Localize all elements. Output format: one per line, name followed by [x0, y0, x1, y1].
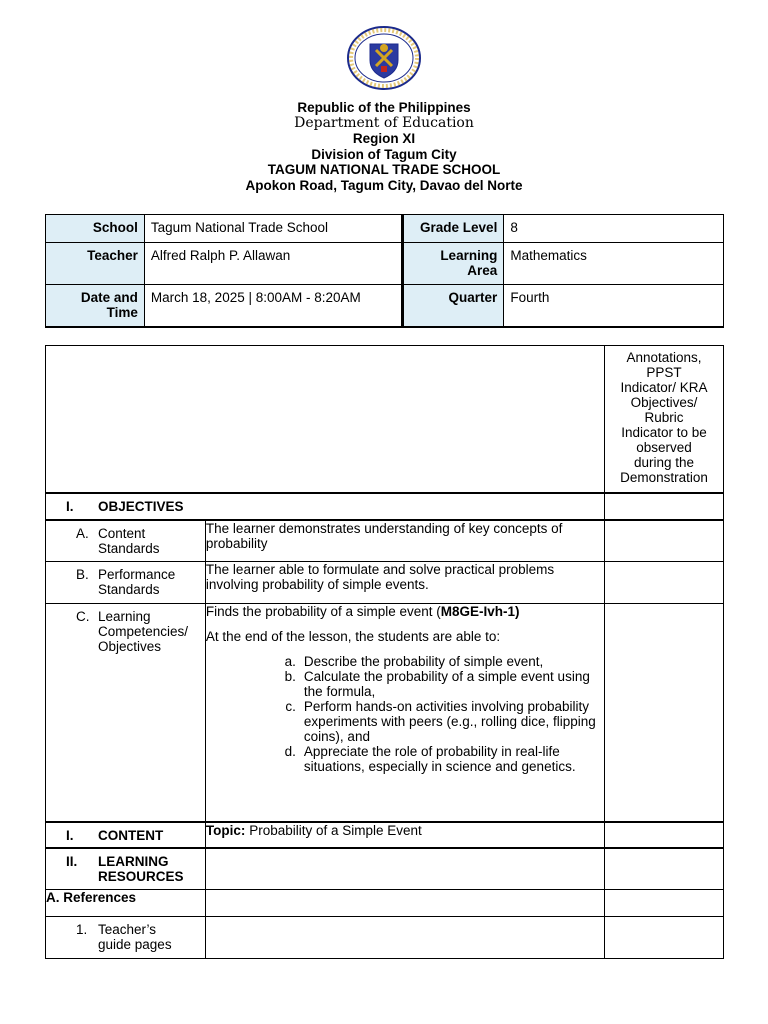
annotations-line: observed	[636, 440, 692, 455]
teachers-guide-label-line1: Teacher’s	[98, 922, 157, 937]
performance-standards-label-line1: Performance	[98, 567, 176, 582]
objective-item	[273, 744, 604, 774]
info-row-school	[46, 215, 724, 243]
header-school-name: TAGUM NATIONAL TRADE SCHOOL	[267, 162, 501, 177]
header-department: Department of Education	[294, 114, 474, 131]
annotations-line: PPST	[646, 365, 682, 380]
header-region: Region XI	[352, 131, 416, 146]
annotations-line: Objectives/	[630, 395, 698, 410]
objectives-row	[46, 493, 724, 520]
content-standards-label-line2: Standards	[98, 540, 160, 556]
teachers-guide-row	[46, 917, 724, 959]
objective-text: Calculate the probability of a simple event using the formula,	[303, 669, 590, 699]
performance-standards-label-line2: Standards	[98, 582, 160, 597]
annotation-header-row	[46, 346, 724, 493]
quarter-label: Quarter	[403, 285, 504, 327]
content-annotation	[605, 822, 724, 848]
content-standards-label	[46, 520, 206, 562]
annotations-line: during the	[634, 455, 695, 470]
learning-area-label-line1: Learning	[440, 248, 498, 263]
competencies-label	[46, 604, 206, 822]
objective-marker: d.	[284, 744, 296, 759]
info-row-teacher	[46, 243, 724, 285]
topic-value: Probability of a Simple Event	[249, 822, 422, 838]
teachers-guide-label	[46, 917, 206, 959]
objective-text: Perform hands-on activities involving probability experiments with peers (e.g., rolling dice, flipping coins), and	[303, 699, 596, 744]
objectives-list	[206, 654, 604, 774]
references-annotation	[605, 890, 724, 917]
lesson-plan-table	[45, 345, 724, 959]
content-standards-text: The learner demonstrates understanding of key concepts of probability	[205, 520, 604, 562]
competencies-letter: C.	[76, 609, 90, 624]
performance-standards-row	[46, 562, 724, 604]
learning-area-label	[403, 243, 504, 285]
learning-area-value: Mathematics	[504, 243, 724, 285]
resources-label-line1: LEARNING	[98, 853, 169, 869]
references-content	[205, 890, 604, 917]
content-heading	[46, 822, 206, 848]
annotations-line: Annotations,	[626, 350, 702, 365]
date-time-value: March 18, 2025 | 8:00AM - 8:20AM	[144, 285, 403, 327]
content-standards-letter: A.	[76, 525, 89, 541]
objectives-annotation	[605, 493, 724, 520]
objective-marker: a.	[284, 654, 296, 669]
resources-number: II.	[66, 853, 78, 869]
teachers-guide-label-line2: guide pages	[98, 937, 172, 952]
teachers-guide-annotation	[605, 917, 724, 959]
learning-resources-content	[205, 848, 604, 890]
competency-code: M8GE-Ivh-1)	[440, 604, 520, 619]
competencies-row	[46, 604, 724, 822]
deped-seal-logo	[346, 26, 422, 90]
objective-marker: c.	[285, 699, 296, 714]
school-label: School	[46, 215, 145, 243]
grade-level-label: Grade Level	[403, 215, 504, 243]
competency-text: Finds the probability of a simple event (	[205, 604, 441, 619]
annotations-line: Indicator/ KRA	[620, 380, 708, 395]
performance-standards-letter: B.	[76, 567, 89, 582]
header-republic: Republic of the Philippines	[297, 100, 471, 115]
objectives-intro: At the end of the lesson, the students are able to:	[205, 629, 501, 644]
performance-standards-text: The learner able to formulate and solve practical problems involving probability of simple events.	[205, 562, 604, 604]
competencies-label-line2: Competencies/	[98, 624, 189, 639]
performance-standards-label	[46, 562, 206, 604]
quarter-value: Fourth	[504, 285, 724, 327]
annotations-line: Indicator to be	[621, 425, 707, 440]
competencies-content	[205, 604, 604, 822]
teacher-label: Teacher	[46, 243, 145, 285]
objective-item	[273, 654, 604, 669]
performance-standards-annotation	[605, 562, 724, 604]
annotations-header	[605, 346, 724, 493]
lesson-info-table	[45, 214, 724, 328]
date-label-line1: Date and	[80, 290, 138, 305]
teachers-guide-content	[205, 917, 604, 959]
competencies-annotation	[605, 604, 724, 822]
content-row	[46, 822, 724, 848]
objective-text: Appreciate the role of probability in real-life situations, especially in science and genetics.	[303, 744, 576, 774]
grade-level-value: 8	[504, 215, 724, 243]
content-standards-label-line1: Content	[98, 525, 146, 541]
learning-area-label-line2: Area	[467, 263, 498, 278]
date-time-label	[46, 285, 145, 327]
date-label-line2: Time	[106, 305, 138, 320]
learning-resources-annotation	[605, 848, 724, 890]
references-heading: A. References	[46, 890, 206, 917]
info-row-date	[46, 285, 724, 327]
topic-label: Topic:	[205, 822, 246, 838]
blank-header-cell	[46, 346, 605, 493]
school-value: Tagum National Trade School	[144, 215, 403, 243]
teacher-value: Alfred Ralph P. Allawan	[144, 243, 403, 285]
competency-statement	[206, 604, 604, 619]
learning-resources-row	[46, 848, 724, 890]
objectives-label: OBJECTIVES	[98, 498, 184, 514]
objectives-number: I.	[66, 498, 74, 514]
content-standards-row	[46, 520, 724, 562]
teachers-guide-number: 1.	[76, 922, 88, 937]
content-topic	[205, 822, 604, 848]
objective-item	[273, 699, 604, 744]
learning-resources-heading	[46, 848, 206, 890]
annotations-line: Demonstration	[620, 470, 708, 485]
competencies-label-line1: Learning	[98, 609, 151, 624]
annotations-line: Rubric	[644, 410, 684, 425]
references-row	[46, 890, 724, 917]
objective-item	[273, 669, 604, 699]
resources-label-line2: RESOURCES	[98, 868, 184, 884]
objectives-heading	[46, 493, 605, 520]
content-number: I.	[66, 827, 74, 843]
header-division: Division of Tagum City	[311, 146, 457, 162]
content-standards-annotation	[605, 520, 724, 562]
school-header	[0, 100, 768, 193]
objective-marker: b.	[284, 669, 296, 684]
competencies-label-line3: Objectives	[98, 639, 162, 654]
content-label: CONTENT	[98, 827, 164, 843]
objective-text: Describe the probability of simple event,	[303, 654, 544, 669]
header-address: Apokon Road, Tagum City, Davao del Norte	[245, 177, 523, 193]
